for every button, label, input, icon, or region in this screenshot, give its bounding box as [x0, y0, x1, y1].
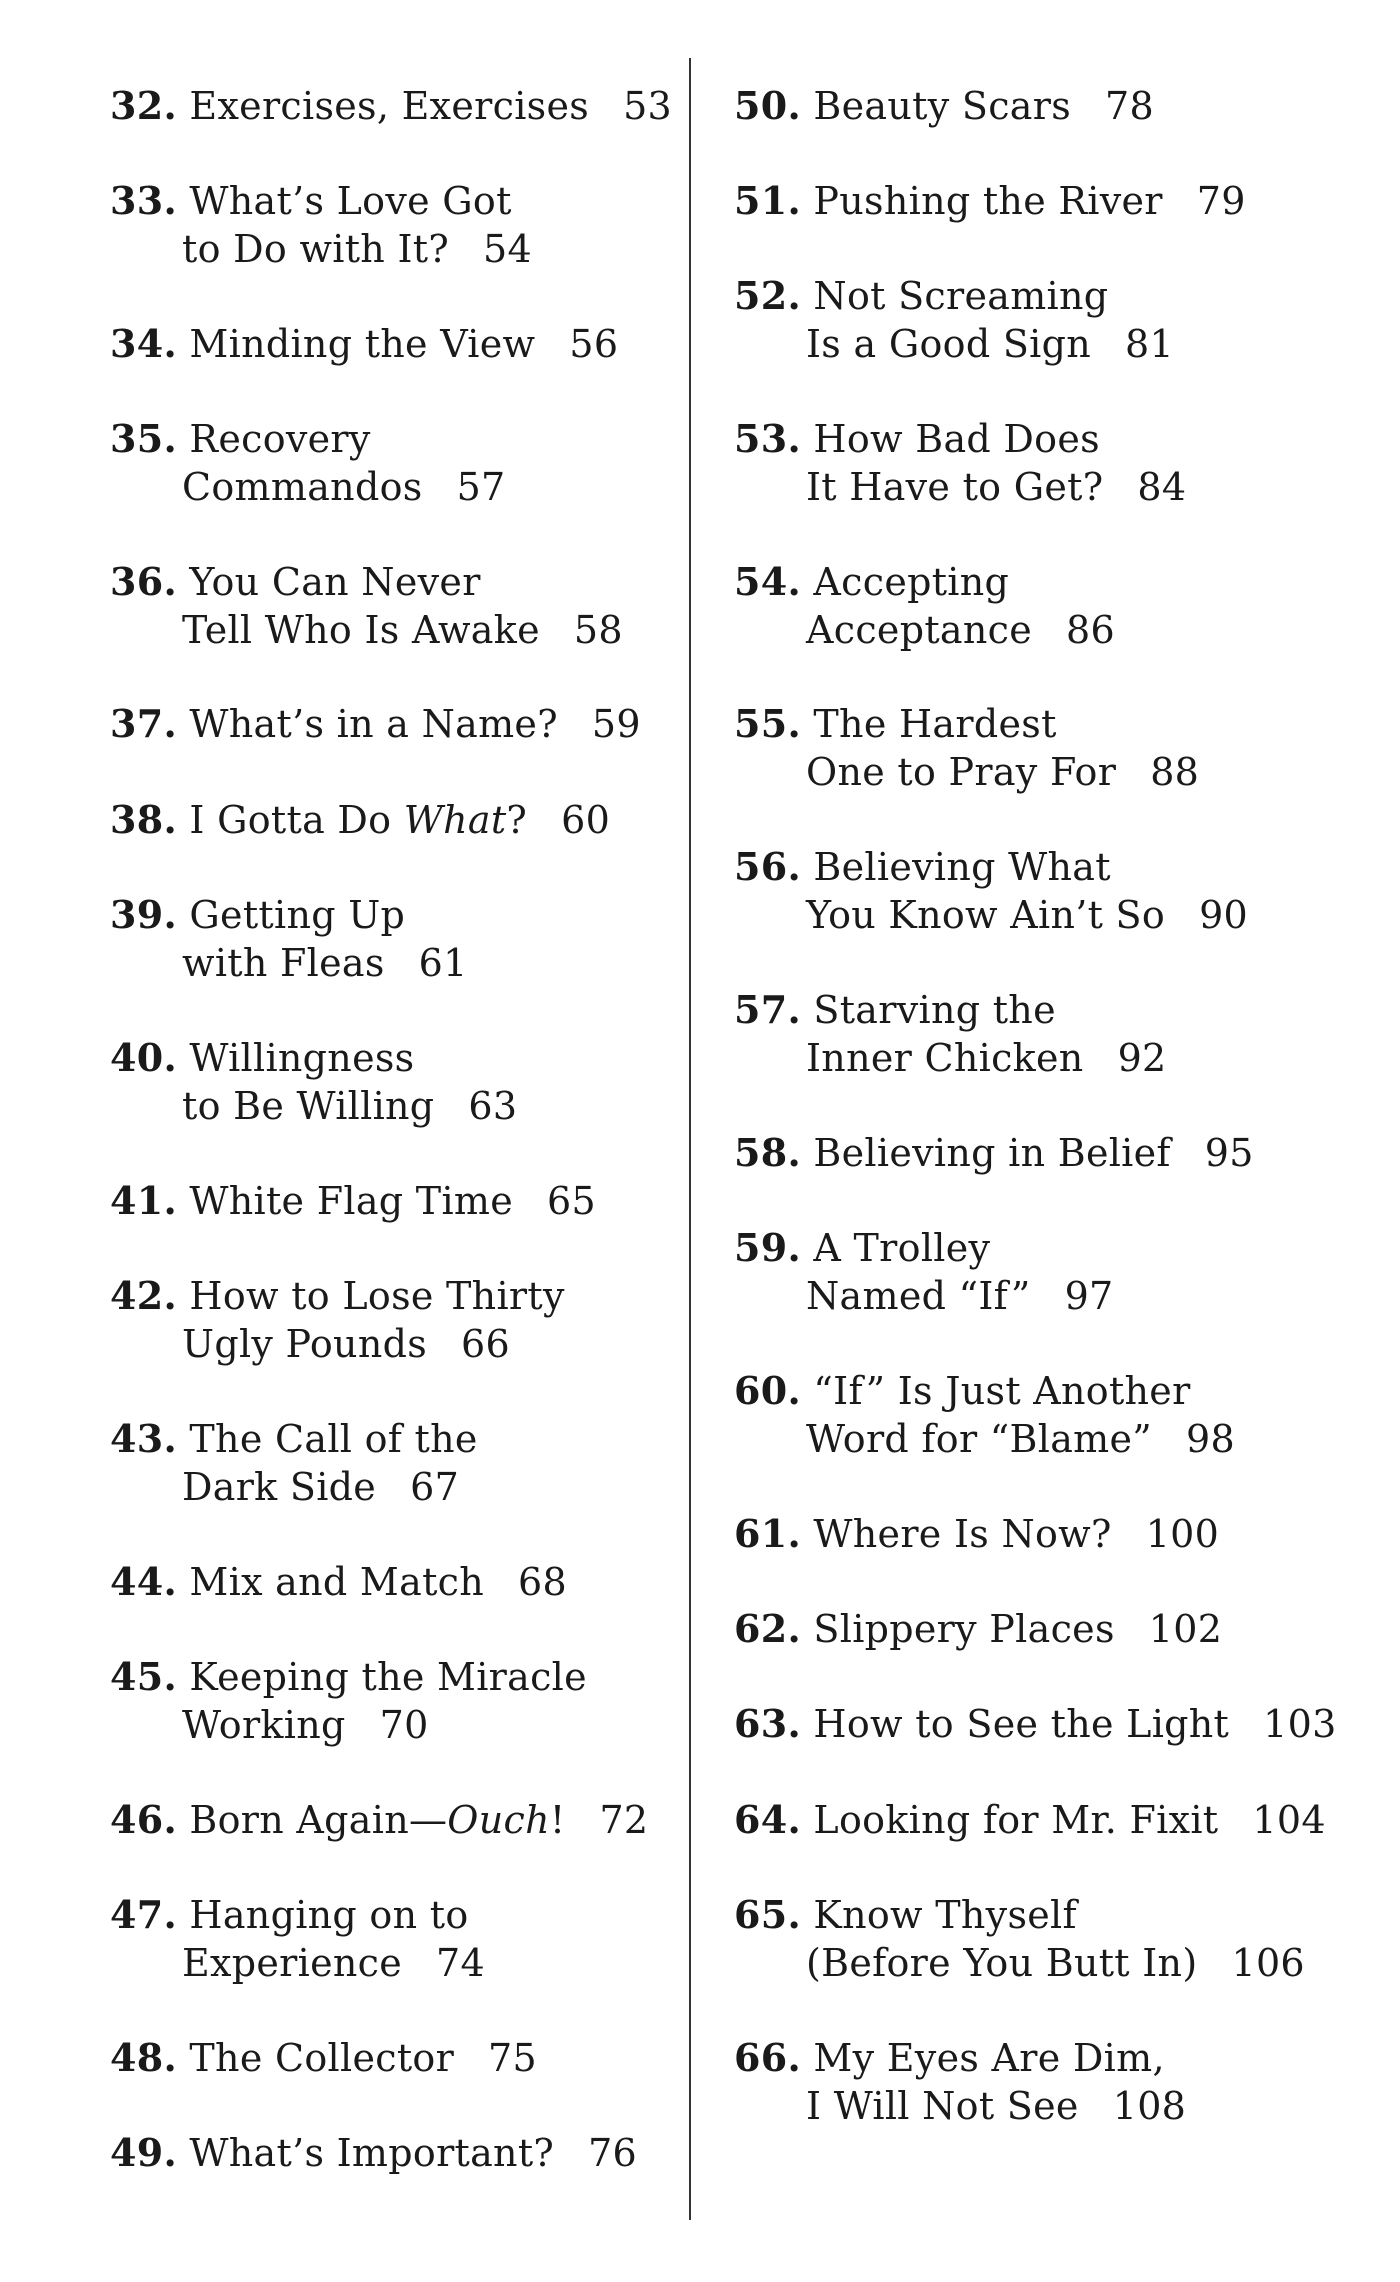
- page-number: 66: [461, 1322, 510, 1366]
- chapter-title-cont: I Will Not See: [806, 2084, 1079, 2128]
- toc-entry[interactable]: [110, 2034, 537, 2082]
- chapter-title-cont: Commandos: [182, 465, 423, 509]
- chapter-title: Willingness: [189, 1036, 415, 1080]
- chapter-title-cont: Dark Side: [182, 1465, 377, 1509]
- toc-entry[interactable]: [734, 1224, 1114, 1320]
- chapter-number: 60.: [734, 1368, 802, 1413]
- chapter-title-cont: Experience: [182, 1941, 403, 1985]
- page-number: 104: [1252, 1798, 1326, 1842]
- chapter-title: Beauty Scars: [813, 84, 1072, 128]
- chapter-number: 38.: [110, 797, 178, 842]
- chapter-title: Believing What: [813, 845, 1111, 889]
- chapter-title: Recovery: [189, 417, 371, 461]
- page-number: 84: [1137, 465, 1187, 509]
- chapter-title: The Call of the: [189, 1417, 478, 1461]
- chapter-title: Accepting: [813, 560, 1010, 604]
- toc-entry[interactable]: [110, 1653, 587, 1749]
- chapter-title-cont: Tell Who Is Awake: [182, 608, 540, 652]
- chapter-number: 58.: [734, 1130, 802, 1175]
- chapter-number: 49.: [110, 2130, 178, 2175]
- page-number: 75: [488, 2036, 538, 2080]
- page-number: 92: [1117, 1036, 1167, 1080]
- chapter-number: 65.: [734, 1892, 802, 1937]
- chapter-title: A Trolley: [813, 1226, 991, 1270]
- chapter-title-cont: Word for “Blame”: [806, 1417, 1153, 1461]
- toc-entry[interactable]: [110, 320, 618, 368]
- chapter-number: 63.: [734, 1701, 802, 1746]
- page-number: 61: [418, 941, 468, 985]
- toc-entry[interactable]: [110, 2129, 637, 2177]
- toc-entry[interactable]: [734, 700, 1199, 796]
- toc-entry[interactable]: [110, 82, 672, 130]
- chapter-title-cont: One to Pray For: [806, 750, 1117, 794]
- page-number: 78: [1105, 84, 1154, 128]
- toc-entry[interactable]: [734, 1891, 1305, 1987]
- toc-entry[interactable]: [734, 82, 1154, 130]
- toc-entry[interactable]: [734, 2034, 1186, 2130]
- toc-entry[interactable]: [734, 986, 1167, 1082]
- chapter-number: 53.: [734, 416, 802, 461]
- page-number: 54: [483, 227, 532, 271]
- chapter-title: I Gotta Do What?: [189, 798, 528, 842]
- toc-entry[interactable]: [110, 1891, 485, 1987]
- page-number: 86: [1066, 608, 1115, 652]
- chapter-title: Where Is Now?: [813, 1512, 1112, 1556]
- chapter-title: Starving the: [813, 988, 1056, 1032]
- toc-entry[interactable]: [734, 558, 1115, 654]
- toc-entry[interactable]: [110, 1034, 517, 1130]
- page-number: 56: [569, 322, 619, 366]
- chapter-number: 57.: [734, 987, 802, 1032]
- chapter-number: 56.: [734, 844, 802, 889]
- chapter-title-cont: You Know Ain’t So: [806, 893, 1166, 937]
- chapter-number: 32.: [110, 83, 178, 128]
- chapter-title: Minding the View: [189, 322, 536, 366]
- page-number: 81: [1125, 322, 1174, 366]
- chapter-number: 52.: [734, 273, 802, 318]
- chapter-number: 35.: [110, 416, 178, 461]
- page-number: 74: [436, 1941, 486, 1985]
- chapter-title: How to Lose Thirty: [189, 1274, 565, 1318]
- page-number: 98: [1186, 1417, 1235, 1461]
- toc-entry[interactable]: [110, 700, 641, 748]
- toc-entry[interactable]: [734, 1700, 1337, 1748]
- chapter-title-cont: with Fleas: [182, 941, 385, 985]
- chapter-number: 55.: [734, 701, 802, 746]
- chapter-title-cont: (Before You Butt In): [806, 1941, 1198, 1985]
- page-number: 95: [1204, 1131, 1254, 1175]
- toc-entry[interactable]: [734, 177, 1246, 225]
- chapter-number: 37.: [110, 701, 178, 746]
- chapter-title-cont: Named “If”: [806, 1274, 1031, 1318]
- chapter-title: Not Screaming: [813, 274, 1109, 318]
- page-number: 76: [588, 2131, 638, 2175]
- chapter-title: How to See the Light: [813, 1702, 1230, 1746]
- chapter-title: You Can Never: [189, 560, 481, 604]
- chapter-number: 42.: [110, 1273, 178, 1318]
- chapter-number: 62.: [734, 1606, 802, 1651]
- toc-entry[interactable]: [110, 1796, 648, 1844]
- chapter-title-cont: Ugly Pounds: [182, 1322, 428, 1366]
- chapter-title: Born Again—Ouch!: [189, 1798, 566, 1842]
- chapter-title-cont: Working: [182, 1703, 346, 1747]
- toc-entry[interactable]: [734, 1129, 1254, 1177]
- chapter-number: 33.: [110, 178, 178, 223]
- chapter-title: The Collector: [189, 2036, 455, 2080]
- chapter-number: 54.: [734, 559, 802, 604]
- chapter-title-cont: Inner Chicken: [806, 1036, 1084, 1080]
- page-number: 67: [410, 1465, 460, 1509]
- chapter-number: 44.: [110, 1559, 178, 1604]
- chapter-title: “If” Is Just Another: [813, 1369, 1191, 1413]
- toc-entry[interactable]: [734, 1510, 1219, 1558]
- chapter-title: What’s Important?: [189, 2131, 555, 2175]
- chapter-title: Exercises, Exercises: [189, 84, 590, 128]
- chapter-number: 48.: [110, 2035, 178, 2080]
- chapter-title-cont: to Be Willing: [182, 1084, 435, 1128]
- toc-entry[interactable]: [110, 415, 506, 511]
- chapter-title-cont: Acceptance: [806, 608, 1032, 652]
- page-number: 58: [573, 608, 623, 652]
- chapter-number: 50.: [734, 83, 802, 128]
- chapter-title: Keeping the Miracle: [189, 1655, 587, 1699]
- chapter-number: 41.: [110, 1178, 178, 1223]
- chapter-title: What’s in a Name?: [189, 702, 558, 746]
- toc-entry[interactable]: [734, 843, 1248, 939]
- chapter-title-cont: Is a Good Sign: [806, 322, 1092, 366]
- chapter-number: 47.: [110, 1892, 178, 1937]
- chapter-number: 43.: [110, 1416, 178, 1461]
- page-number: 65: [547, 1179, 596, 1223]
- page-number: 53: [623, 84, 673, 128]
- toc-entry[interactable]: [110, 558, 623, 654]
- chapter-title: Believing in Belief: [813, 1131, 1171, 1175]
- chapter-title: How Bad Does: [813, 417, 1100, 461]
- page-number: 106: [1231, 1941, 1305, 1985]
- page-number: 103: [1263, 1702, 1337, 1746]
- page-number: 57: [456, 465, 506, 509]
- column-divider: [689, 58, 691, 2220]
- toc-entry[interactable]: [110, 177, 532, 273]
- toc-entry[interactable]: [734, 272, 1174, 368]
- chapter-title: Looking for Mr. Fixit: [813, 1798, 1219, 1842]
- chapter-title: Hanging on to: [189, 1893, 469, 1937]
- chapter-number: 61.: [734, 1511, 802, 1556]
- chapter-number: 51.: [734, 178, 802, 223]
- page-number: 102: [1148, 1607, 1223, 1651]
- toc-entry[interactable]: [734, 1796, 1326, 1844]
- page-number: 79: [1196, 179, 1246, 223]
- chapter-title-cont: to Do with It?: [182, 227, 450, 271]
- chapter-title-cont: It Have to Get?: [806, 465, 1104, 509]
- toc-entry[interactable]: [110, 1558, 567, 1606]
- page-number: 68: [518, 1560, 567, 1604]
- chapter-number: 45.: [110, 1654, 178, 1699]
- chapter-title: Getting Up: [189, 893, 406, 937]
- toc-entry[interactable]: [110, 1272, 565, 1368]
- page-number: 88: [1150, 750, 1200, 794]
- page-number: 63: [468, 1084, 518, 1128]
- chapter-number: 39.: [110, 892, 178, 937]
- page-number: 97: [1064, 1274, 1114, 1318]
- chapter-title: White Flag Time: [189, 1179, 514, 1223]
- chapter-number: 46.: [110, 1797, 178, 1842]
- chapter-number: 66.: [734, 2035, 802, 2080]
- chapter-number: 64.: [734, 1797, 802, 1842]
- page-number: 100: [1145, 1512, 1220, 1556]
- page-number: 108: [1112, 2084, 1187, 2128]
- toc-entry[interactable]: [110, 1415, 478, 1511]
- chapter-title: Mix and Match: [189, 1560, 485, 1604]
- toc-entry[interactable]: [110, 796, 610, 844]
- page-number: 60: [561, 798, 611, 842]
- chapter-number: 40.: [110, 1035, 178, 1080]
- toc-entry[interactable]: [110, 1177, 596, 1225]
- chapter-title: Pushing the River: [813, 179, 1163, 223]
- toc-entry[interactable]: [734, 1605, 1222, 1653]
- chapter-title: The Hardest: [813, 702, 1057, 746]
- page-number: 72: [599, 1798, 649, 1842]
- chapter-number: 59.: [734, 1225, 802, 1270]
- chapter-number: 34.: [110, 321, 178, 366]
- chapter-number: 36.: [110, 559, 178, 604]
- chapter-title: What’s Love Got: [189, 179, 512, 223]
- chapter-title: Slippery Places: [813, 1607, 1115, 1651]
- toc-entry[interactable]: [110, 891, 468, 987]
- chapter-title: Know Thyself: [813, 1893, 1077, 1937]
- page-number: 90: [1199, 893, 1249, 937]
- page-number: 70: [379, 1703, 429, 1747]
- toc-entry[interactable]: [734, 415, 1186, 511]
- chapter-title: My Eyes Are Dim,: [813, 2036, 1165, 2080]
- page-number: 59: [591, 702, 641, 746]
- toc-entry[interactable]: [734, 1367, 1235, 1463]
